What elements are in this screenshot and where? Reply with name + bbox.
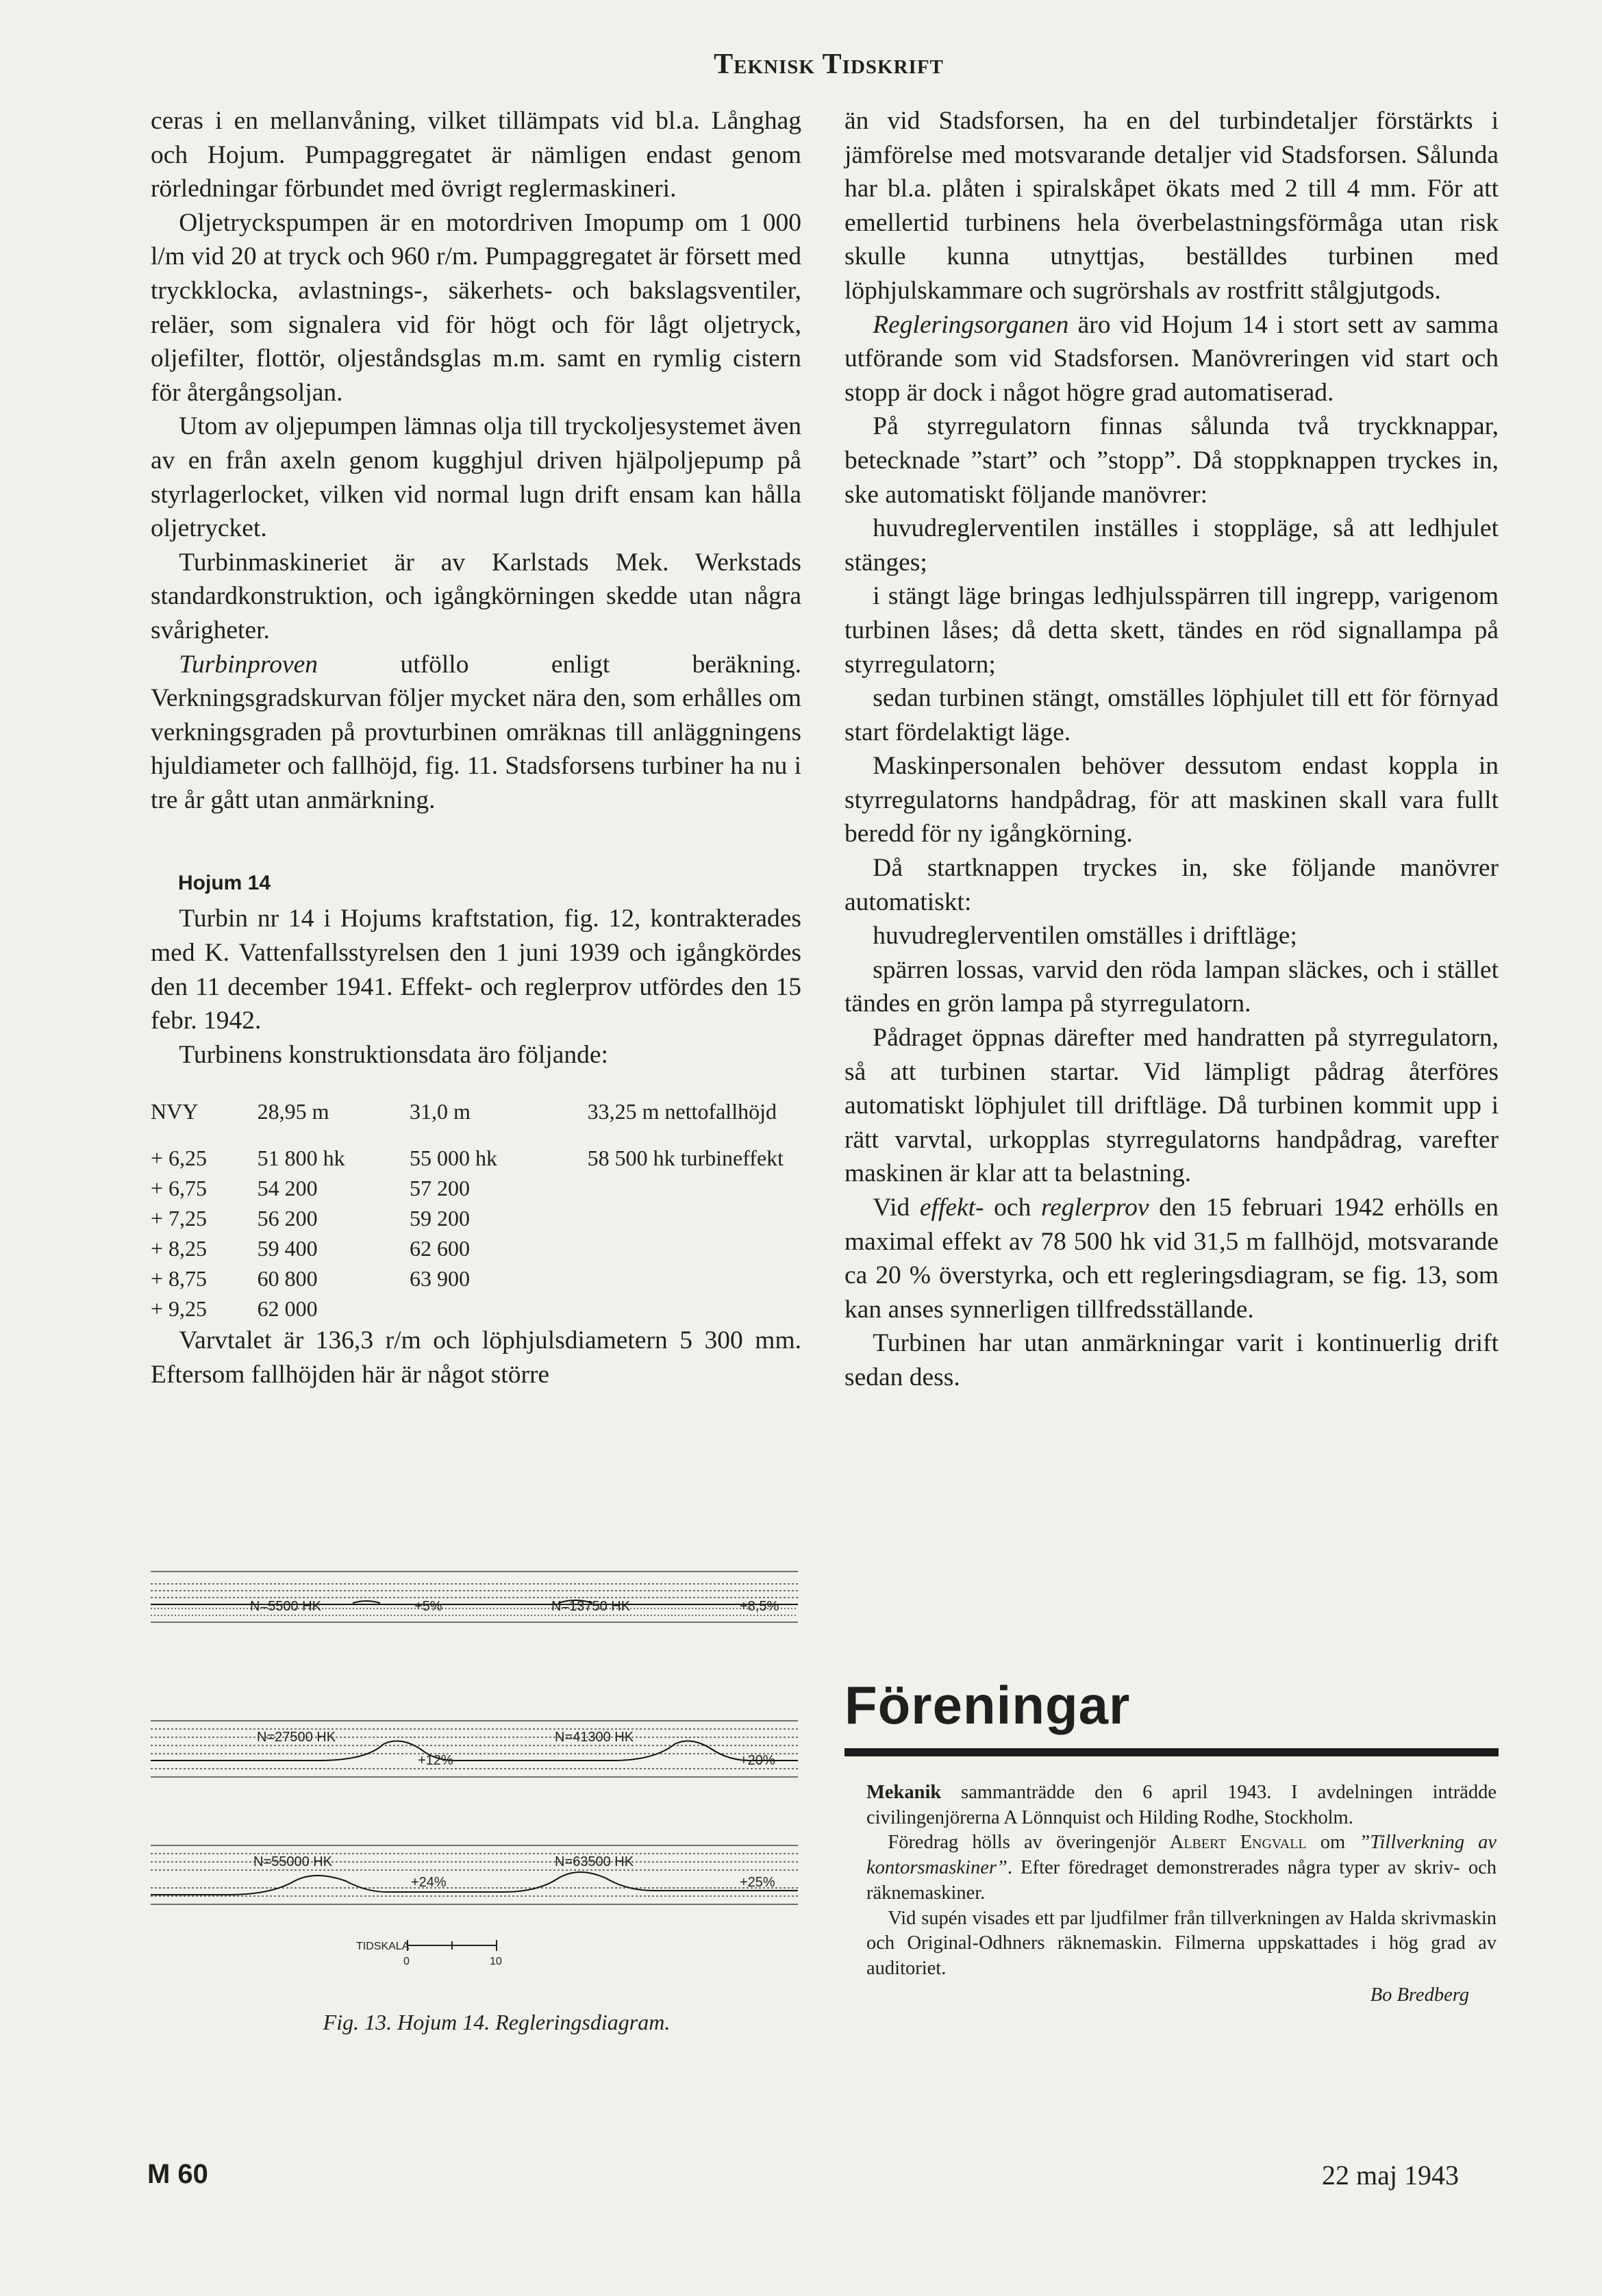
paragraph: spärren lossas, varvid den röda lampan släckes, och i stället tändes en grön lampa på styrregulatorn. [844,955,1499,1018]
speaker-name: Albert Engvall [1169,1832,1307,1854]
paragraph: ceras i en mellanvåning, vilket tillämpats vid bl.a. Långhag och Hojum. Pumpaggregatet är nämligen endast genom rörledningar förbundet med övrigt reglermaskineri. [151,107,801,203]
foreningar-title: Föreningar [844,1675,1131,1735]
table-cell: 63 900 [409,1266,470,1291]
diagram-label: +25% [740,1875,775,1890]
table-cell: + 6,75 [151,1176,208,1201]
time-scale [408,1940,497,1951]
paragraph [866,1830,1497,1906]
diagram-label: N=41300 HK [555,1730,634,1745]
paragraph: Oljetryckspumpen är en motordriven Imopump om 1 000 l/m vid 20 at tryck och 960 r/m. Pumpaggregatet är försett med tryckklocka, avlastnings-, säkerhets- och bakslagsventiler, reläer, som signalera vid för högt och för lågt oljetryck, oljefilter, flottör, oljeståndsglas m.m. samt en rymlig cistern för återgångsoljan. [151,208,801,407]
diagram-label: N=55000 HK [253,1854,333,1869]
paragraph: Turbinmaskineriet är av Karlstads Mek. Werkstads standardkonstruktion, och igångkörningen skedde utan några svårigheter. [151,548,801,644]
table-cell: 51 800 hk [257,1146,345,1171]
table-cell: 58 500 hk turbineffekt [587,1146,784,1171]
table-cell: 55 000 hk [409,1146,497,1171]
paragraph: Maskinpersonalen behöver dessutom endast koppla in styrregulatorns handpådrag, för att maskinen skall vara fullt beredd för ny igångkörning. [844,752,1499,848]
paragraph: huvudreglerventilen inställes i stoppläge, så att ledhjulet stänges; [844,514,1499,577]
signature: Bo Bredberg [1370,1984,1469,2006]
diagram-panel-2 [151,1721,798,1777]
table-cell: 59 400 [257,1236,318,1261]
lecture-title: ”Tillverkning av kontorsmaskiner” [866,1832,1497,1879]
right-column [844,104,1499,1395]
paragraph [866,1780,1497,1830]
paragraph: sedan turbinen stängt, omställes löphjulet till ett för förnyad start fördelaktigt läge. [844,684,1499,746]
figure-caption: Fig. 13. Hojum 14. Regleringsdiagram. [323,2010,671,2034]
table-cell: + 8,25 [151,1236,208,1261]
paragraph-text: den 15 februari 1942 erhölls en maximal effekt av 78 500 hk vid 31,5 m fallhöjd, motsvarande ca 20 % överstyrka, och ett regleringsdiagram, se fig. 13, som kan anses synnerligen tillfredsställande. [844,1194,1499,1324]
paragraph-text: Vid [873,1194,920,1222]
paragraph: huvudreglerventilen omställes i driftläge; [873,922,1297,950]
time-scale-label: TIDSKALA [356,1941,410,1952]
paragraph: Varvtalet är 136,3 r/m och löphjulsdiametern 5 300 mm. Eftersom fallhöjden här är något större [151,1326,801,1389]
diagram-label: +8,5% [740,1599,779,1614]
diagram-label: N=13750 HK [551,1599,631,1614]
italic-text: effekt- [919,1194,984,1222]
paragraph-text: och [984,1194,1041,1222]
table-cell [588,1233,801,1263]
diagram-label: N=63500 HK [555,1854,634,1869]
paragraph: Turbinens konstruktionsdata äro följande: [179,1040,608,1069]
table-cell: 57 200 [409,1176,470,1201]
paragraph: Vid supén visades ett par ljudfilmer från tillverkningen av Halda skrivmaskin och Original-Odhners räknemaskin. Filmerna uppskattades i hög grad av auditoriet. [866,1907,1497,1979]
paragraph-text: Föredrag hölls av överingenjör [888,1832,1170,1854]
paragraph [844,1191,1499,1326]
table-cell [588,1173,801,1203]
table-row [151,1294,801,1324]
table-cell [410,1294,588,1324]
diagram-label: N=27500 HK [257,1730,336,1745]
italic-lead: Regleringsorganen [873,310,1069,339]
foreningar-notice [866,1780,1497,2008]
table-row [151,1173,801,1203]
regulation-diagram-figure [147,1565,805,2044]
table-cell: + 7,25 [151,1206,208,1231]
page-number: M 60 [147,2159,208,2189]
paragraph: På styrregulatorn finnas sålunda två tryckknappar, betecknade ”start” och ”stopp”. Då stoppknappen tryckes in, ske automatiskt följande manövrer: [844,412,1499,509]
paragraph: Pådraget öppnas därefter med handratten på styrregulatorn, så att turbinen startar. Vid lämpligt pådrag återföres automatiskt löphjulet till driftläge. Då turbinen kommit upp i rätt varvtal, urkopplas styrregulatorns handpådrag, varefter maskinen är klar att ta belastning. [844,1024,1499,1188]
table-cell: 59 200 [409,1206,470,1231]
construction-data-table [151,1096,801,1324]
table-cell: 54 200 [257,1176,318,1201]
italic-lead: Turbinproven [179,650,318,679]
paragraph [151,648,801,818]
table-cell: 31,0 m [409,1099,471,1124]
table-cell: 33,25 m nettofallhöjd [587,1099,777,1124]
journal-title: Teknisk Tidskrift [714,49,944,80]
time-scale-label: 0 [403,1956,410,1967]
paragraph: än vid Stadsforsen, ha en del turbindetaljer förstärkts i jämförelse med motsvarande detaljer vid Stadsforsen. Sålunda har bl.a. plåten i spiralskåpet ökats med 2 till 4 mm. För att emellertid turbinens hela överbelastningsförmåga utan risk skulle kunna utnyttjas, beställdes turbinen med löphjulskammare och sugrörshals av rostfritt stålgjutgods. [844,107,1499,305]
table-cell [588,1294,801,1324]
section-rule [844,1748,1499,1756]
italic-text: reglerprov [1040,1194,1149,1222]
table-row [151,1263,801,1294]
table-cell: 56 200 [257,1206,318,1231]
table-cell: 62 600 [409,1236,470,1261]
diagram-label: +12% [418,1753,453,1768]
society-name: Mekanik [866,1782,942,1803]
table-row [151,1143,801,1173]
paragraph: i stängt läge bringas ledhjulsspärren till ingrepp, varigenom turbinen låses; då detta skett, tändes en röd signallampa på styrregulatorn; [844,582,1499,679]
paragraph: Då startknappen tryckes in, ske följande manövrer automatiskt: [844,854,1499,916]
paragraph [844,308,1499,410]
diagram-label: +20% [740,1753,775,1768]
table-cell [588,1203,801,1233]
table-cell: + 9,25 [151,1296,208,1322]
paragraph-text: . Efter föredraget demonstrerades några typer av skriv- och räknemaskiner. [866,1857,1497,1904]
table-header-row [151,1096,801,1143]
regulation-diagram [147,1565,805,2003]
paragraph-text: äro vid Hojum 14 i stort sett av samma utförande som vid Stadsforsen. Manövreringen vid start och stopp är dock i något högre grad automatiserad. [844,310,1499,407]
paragraph: Utom av oljepumpen lämnas olja till tryckoljesystemet även av en från axeln genom kugghjul driven hjälpoljepump på styrlagerlocket, vilken vid normal lugn drift ensam kan hålla oljetrycket. [151,412,801,543]
paragraph-text: om [1306,1832,1360,1854]
section-heading: Hojum 14 [178,872,271,895]
time-scale-label: 10 [490,1956,502,1967]
diagram-panel-3 [151,1845,798,1904]
diagram-label: N=5500 HK [250,1599,321,1614]
table-row [151,1203,801,1233]
paragraph-text: utföllo enligt beräkning. Verkningsgradskurvan följer mycket nära den, som erhålles om verkningsgraden på provturbinen omräknas till anläggningens hjuldiameter och fallhöjd, fig. 11. Stadsforsens turbiner ha nu i tre år gått utan anmärkning. [151,650,801,814]
table-cell: 62 000 [257,1296,318,1322]
table-cell [588,1263,801,1294]
left-column [151,104,801,1392]
diagram-label: +24% [411,1875,447,1890]
table-cell: NVY [151,1099,199,1124]
paragraph-text: sammanträdde den 6 april 1943. I avdelningen inträdde civilingenjörerna A Lönnquist och Hilding Rodhe, Stockholm. [866,1782,1497,1828]
table-cell: 60 800 [257,1266,318,1291]
table-cell: + 6,25 [151,1146,208,1171]
paragraph: Turbin nr 14 i Hojums kraftstation, fig. 12, kontrakterades med K. Vattenfallsstyrelsen den 1 juni 1939 och igångkördes den 11 december 1941. Effekt- och reglerprov utfördes den 15 febr. 1942. [151,905,801,1035]
table-cell: + 8,75 [151,1266,208,1291]
diagram-panel-1 [151,1572,798,1622]
paragraph: Turbinen har utan anmärkningar varit i kontinuerlig drift sedan dess. [844,1329,1499,1391]
issue-date: 22 maj 1943 [1322,2160,1459,2191]
table-cell: 28,95 m [257,1099,329,1124]
diagram-label: +5% [414,1599,442,1614]
table-row [151,1233,801,1263]
